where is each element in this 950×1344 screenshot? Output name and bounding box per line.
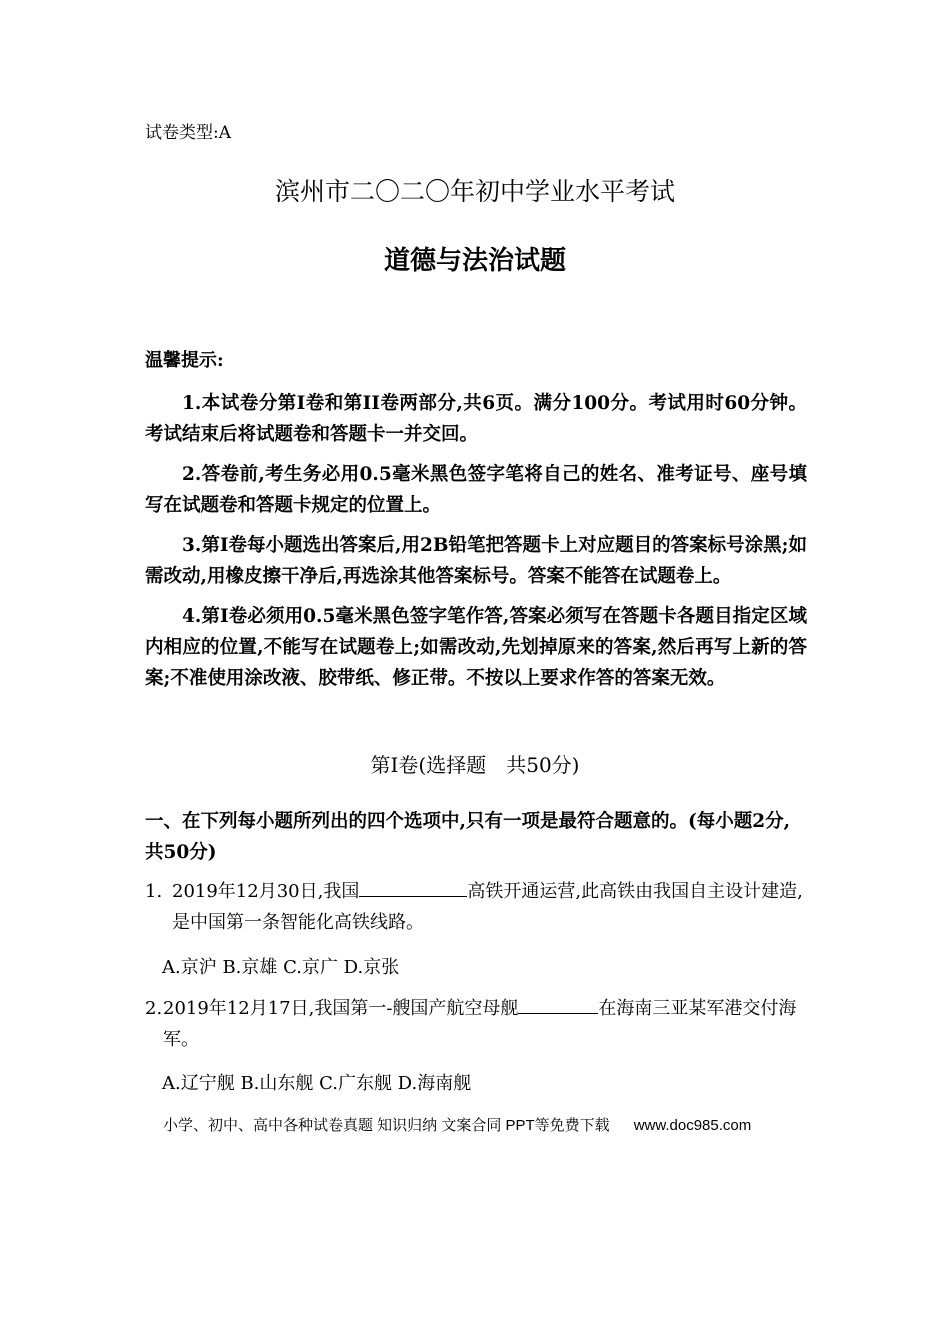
paper-type: 试卷类型:A bbox=[145, 123, 232, 143]
subject-title: 道德与法治试题 bbox=[383, 246, 566, 276]
footer bbox=[163, 1114, 751, 1135]
question-number: 1. bbox=[145, 881, 163, 902]
question-1-options: A.京沪 B.京雄 C.京广 D.京张 bbox=[162, 957, 400, 978]
footer-text: 小学、初中、高中各种试卷真题 知识归纳 文案合同 PPT等免费下载 bbox=[163, 1117, 610, 1134]
answer-blank bbox=[518, 993, 598, 1014]
notice-item: 4.第Ⅰ卷必须用0.5毫米黑色签字笔作答,答案必须写在答题卡各题目指定区域内相应的位置,不能写在试题卷上;如需改动,先划掉原来的答案,然后再写上新的答案;不准使用涂改液、胶带纸、修正带。不按以上要求作答的答案无效。 bbox=[145, 606, 807, 689]
question-text bbox=[172, 876, 807, 938]
exam-title: 滨州市二〇二〇年初中学业水平考试 bbox=[274, 177, 675, 206]
notice-item: 3.第Ⅰ卷每小题选出答案后,用2B铅笔把答题卡上对应题目的答案标号涂黑;如需改动,用橡皮擦干净后,再选涂其他答案标号。答案不能答在试题卷上。 bbox=[145, 535, 807, 587]
question-text bbox=[163, 993, 807, 1055]
question-text-before-blank: 2019年12月17日,我国第一-艘国产航空母舰 bbox=[163, 998, 519, 1019]
notice-heading: 温馨提示: bbox=[145, 350, 224, 371]
question-1 bbox=[145, 876, 807, 938]
question-2 bbox=[145, 993, 807, 1055]
section-title: 第Ⅰ卷(选择题 共50分) bbox=[370, 753, 580, 777]
notice-item: 1.本试卷分第Ⅰ卷和第II卷两部分,共6页。满分100分。考试用时60分钟。考试结束后将试题卷和答题卡一并交回。 bbox=[145, 393, 807, 445]
footer-site-link[interactable]: www.doc985.com bbox=[633, 1117, 752, 1134]
question-2-options: A.辽宁舰 B.山东舰 C.广东舰 D.海南舰 bbox=[162, 1073, 472, 1094]
question-text-after-blank: 在海南三亚某军港交付海军。 bbox=[163, 998, 797, 1050]
question-text-before-blank: 2019年12月30日,我国 bbox=[172, 881, 360, 902]
question-text-after-blank: 高铁开通运营,此高铁由我国自主设计建造,是中国第一条智能化高铁线路。 bbox=[172, 881, 803, 933]
part-heading: 一、在下列每小题所列出的四个选项中,只有一项是最符合题意的。(每小题2分,共50分) bbox=[145, 811, 791, 863]
question-number: 2. bbox=[145, 998, 163, 1019]
notice-item: 2.答卷前,考生务必用0.5毫米黑色签字笔将自己的姓名、准考证号、座号填写在试题卷和答题卡规定的位置上。 bbox=[145, 464, 807, 516]
answer-blank bbox=[359, 876, 467, 897]
